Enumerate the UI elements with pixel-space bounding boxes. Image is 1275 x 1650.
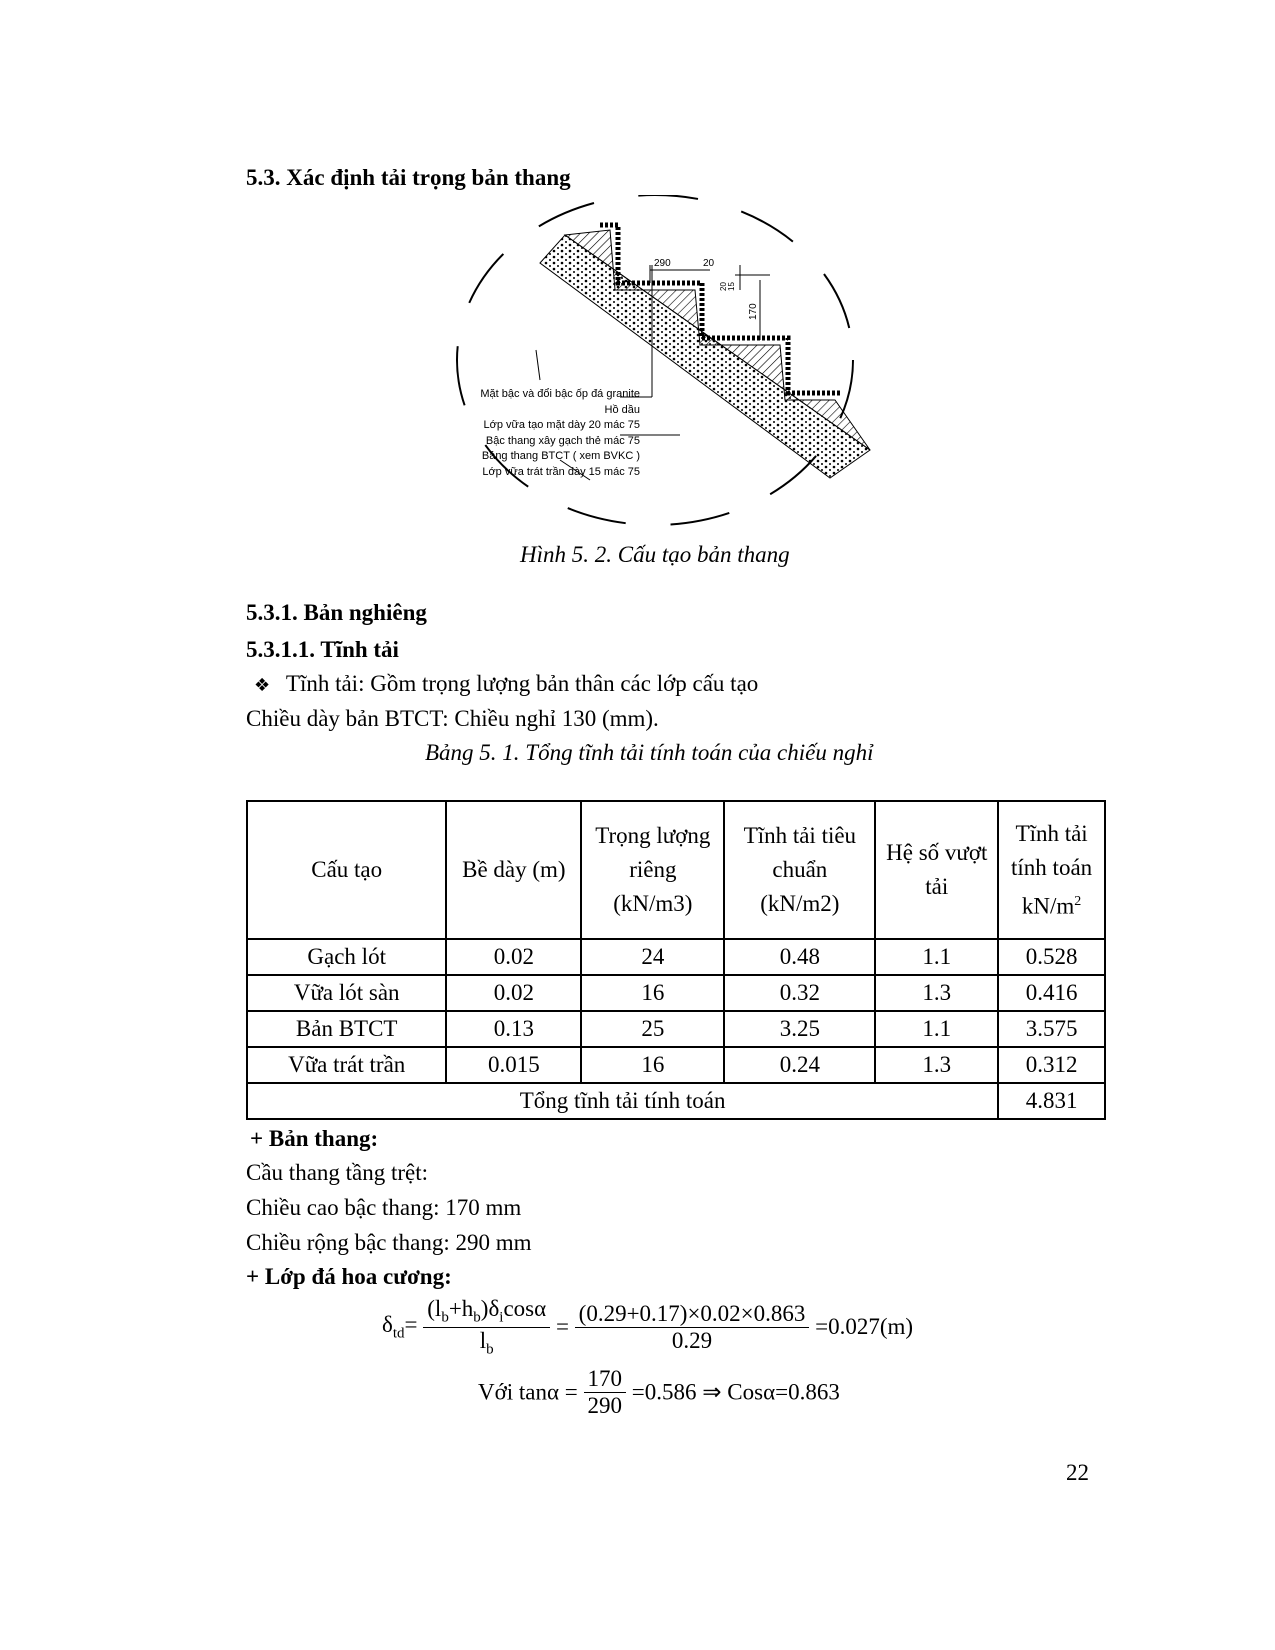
bullet-icon: ❖ — [254, 675, 271, 696]
dim-a-label: 20 — [703, 258, 715, 269]
dim-tread-label: 290 — [654, 258, 671, 269]
table-cell: Bản BTCT — [247, 1011, 446, 1047]
frac1-den-sub: b — [486, 1341, 494, 1358]
table-cell: 1.1 — [875, 939, 998, 975]
bullet-line — [254, 671, 758, 697]
table-header-cell: Hệ số vượt tải — [875, 801, 998, 939]
table-cell: 3.25 — [724, 1011, 875, 1047]
dim-b-label: 20 — [719, 282, 728, 291]
table-header-cell: Bề dày (m) — [446, 801, 581, 939]
stair-line: Cầu thang tầng trệt: — [246, 1160, 429, 1185]
table-header-row — [247, 801, 1105, 939]
frac1-num-sub: b — [441, 1309, 449, 1326]
frac1-num-part: +h — [448, 1296, 474, 1321]
table-header-cell: Cấu tạo — [247, 801, 446, 939]
table-row — [247, 975, 1105, 1011]
table-header-cell: Tĩnh tải tiêu chuẩn (kN/m2) — [724, 801, 875, 939]
table-caption: Bảng 5. 1. Tổng tĩnh tải tính toán của chiếu nghỉ — [425, 740, 874, 765]
tangent-formula — [478, 1366, 840, 1419]
table-cell: 0.528 — [998, 939, 1105, 975]
dead-load-table — [246, 800, 1106, 1120]
frac1-num-sub: b — [473, 1309, 481, 1326]
formula-result: =0.027(m) — [815, 1314, 914, 1340]
stair-line: Chiều cao bậc thang: 170 mm — [246, 1195, 522, 1220]
formula-fraction-1 — [423, 1296, 550, 1358]
table-total-label: Tổng tĩnh tải tính toán — [247, 1083, 998, 1119]
frac1-num-sub: i — [499, 1309, 504, 1326]
tan-prefix: Với tanα = — [478, 1379, 578, 1405]
table-cell: 25 — [581, 1011, 724, 1047]
table-cell: 3.575 — [998, 1011, 1105, 1047]
formula-fraction-2 — [575, 1301, 810, 1354]
tan-fraction — [584, 1366, 627, 1419]
table-cell: 1.1 — [875, 1011, 998, 1047]
table-cell: 0.02 — [446, 975, 581, 1011]
frac1-num-part: cosα — [503, 1296, 547, 1321]
formula-eq: = — [404, 1311, 418, 1337]
tan-suffix: =0.586 ⇒ Cosα=0.863 — [631, 1379, 840, 1405]
frac1-den: l — [479, 1327, 487, 1353]
formula-eq-2: = — [555, 1314, 569, 1340]
frac2-num: (0.29+0.17)×0.02×0.863 — [575, 1301, 810, 1328]
dim-c-label: 15 — [727, 282, 736, 291]
figure-label: Lớp vữa tạo mặt dày 20 mác 75 — [483, 419, 640, 431]
table-cell: 1.3 — [875, 1047, 998, 1083]
table-cell: 0.312 — [998, 1047, 1105, 1083]
table-cell: 16 — [581, 975, 724, 1011]
table-cell: Gạch lót — [247, 939, 446, 975]
table-cell: Vữa trát trần — [247, 1047, 446, 1083]
table-cell: 0.02 — [446, 939, 581, 975]
table-cell: 0.32 — [724, 975, 875, 1011]
table-total-row — [247, 1083, 1105, 1119]
table-cell: 1.3 — [875, 975, 998, 1011]
equivalent-thickness-formula — [382, 1296, 913, 1358]
page-number: 22 — [1066, 1460, 1089, 1485]
tan-den: 290 — [587, 1393, 623, 1418]
table-row — [247, 1047, 1105, 1083]
section-heading: 5.3. Xác định tải trọng bản thang — [246, 165, 571, 190]
subsection-heading: 5.3.1. Bản nghiêng — [246, 600, 427, 625]
stair-slab-heading: + Bản thang: — [250, 1126, 379, 1151]
table-header-cell: Trọng lượng riêng (kN/m3) — [581, 801, 724, 939]
table-cell: 0.13 — [446, 1011, 581, 1047]
slab-thickness-line: Chiều dày bản BTCT: Chiều nghỉ 130 (mm). — [246, 706, 659, 731]
figure-labels — [380, 387, 640, 480]
granite-heading: + Lớp đá hoa cương: — [246, 1264, 452, 1289]
bullet-text: Tĩnh tải: Gồm trọng lượng bản thân các lớp cấu tạo — [285, 671, 759, 696]
table-cell: 0.015 — [446, 1047, 581, 1083]
stair-line: Chiều rộng bậc thang: 290 mm — [246, 1230, 532, 1255]
table-cell: 16 — [581, 1047, 724, 1083]
subsubsection-heading: 5.3.1.1. Tĩnh tải — [246, 637, 399, 662]
table-cell: Vữa lót sàn — [247, 975, 446, 1011]
table-cell: 24 — [581, 939, 724, 975]
dim-riser-label: 170 — [748, 303, 759, 320]
figure-label: Bảng thang BTCT ( xem BVKC ) — [481, 450, 640, 462]
frac2-den: 0.29 — [671, 1327, 713, 1353]
stair-section-figure — [440, 195, 900, 535]
frac1-num-part: )δ — [480, 1296, 500, 1321]
table-header-cell — [998, 801, 1105, 939]
table-total-value: 4.831 — [998, 1083, 1105, 1119]
figure-label: Mặt bậc và đổi bậc ốp đá granite — [480, 388, 640, 400]
frac1-num-part: (l — [427, 1296, 442, 1321]
table-cell: 0.48 — [724, 939, 875, 975]
figure-caption: Hình 5. 2. Cấu tạo bản thang — [520, 542, 790, 567]
table-header-text: Tĩnh tải tính toán kN/m — [1011, 820, 1093, 919]
table-row — [247, 939, 1105, 975]
formula-lhs: δ — [382, 1311, 393, 1337]
tan-num: 170 — [584, 1366, 627, 1393]
figure-label: Bậc thang xây gạch thẻ mác 75 — [485, 434, 640, 447]
table-cell: 0.24 — [724, 1047, 875, 1083]
table-header-sup: 2 — [1074, 893, 1082, 909]
table-cell: 0.416 — [998, 975, 1105, 1011]
table-row — [247, 1011, 1105, 1047]
formula-lhs-sub: td — [392, 1325, 405, 1342]
figure-label: Lớp vữa trát trần dày 15 mác 75 — [482, 465, 640, 478]
figure-label: Hồ dầu — [604, 403, 640, 416]
